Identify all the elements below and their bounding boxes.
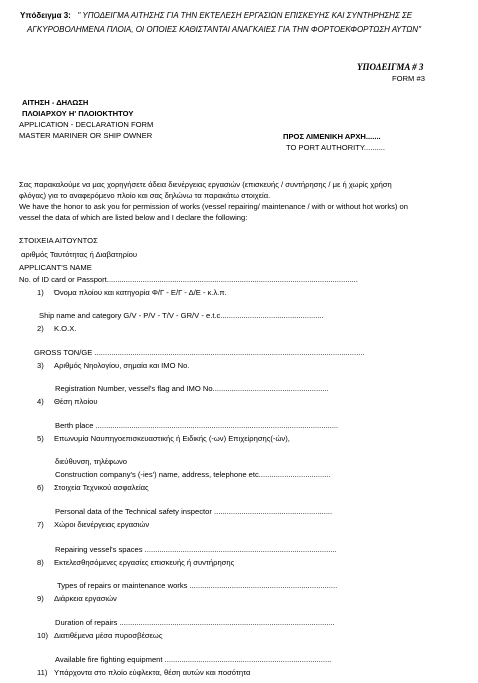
item-10-english-field[interactable]: Available fire fighting equipment ............................................................................... <box>55 655 332 664</box>
item-10-greek <box>37 631 163 640</box>
item-9-greek <box>37 594 117 603</box>
item-2-english-field[interactable]: GROSS TON/GE ................................................................................................................................ <box>34 348 365 357</box>
id-passport-field[interactable]: No. of ID card or Passport....................................................................................................................... <box>19 275 358 284</box>
item-6-greek <box>37 483 149 492</box>
id-passport-greek: αριθμός Ταυτότητας ή Διαβατηρίου <box>21 250 138 259</box>
document-title-line-1: " ΥΠΟΔΕΙΓΜΑ ΑΙΤΗΣΗΣ ΓΙΑ ΤΗΝ ΕΚΤΕΛΕΣΗ ΕΡΓΑΣΙΩΝ ΕΠΙΣΚΕΥΗΣ ΚΑΙ ΣΥΝΤΗΡΗΣΗΣ ΣΕ <box>77 11 413 20</box>
form-id-english: FORM #3 <box>392 74 425 83</box>
template-label: Υπόδειγμα 3: <box>20 11 71 20</box>
document-title-line-2: ΑΓΚΥΡΟΒΟΛΗΜΕΝΑ ΠΛΟΙΑ, ΟΙ ΟΠΟΙΕΣ ΚΑΘΙΣΤΑΝΤΑΙ ΑΝΑΓΚΑΙΕΣ ΓΙΑ ΤΗΝ ΦΟΡΤΟΕΚΦΟΡΤΩΣΗ ΑΥΤΩΝ" <box>27 25 421 34</box>
item-5-greek <box>37 434 290 443</box>
item-11-label: Υπάρχοντα στο πλοίο εύφλεκτα, θέση αυτών και ποσότητα <box>54 668 251 677</box>
item-7-greek <box>37 520 149 529</box>
item-1-number: 1) <box>37 288 44 297</box>
application-title-greek: ΑΙΤΗΣΗ - ΔΗΛΩΣΗ <box>22 98 89 107</box>
item-1-greek <box>37 288 227 297</box>
intro-english-line-2: vessel the data of which are listed below and I declare the following: <box>19 213 248 222</box>
item-8-greek <box>37 558 234 567</box>
item-7-number: 7) <box>37 520 44 529</box>
item-6-label: Στοιχεία Τεχνικού ασφαλείας <box>54 483 149 492</box>
item-4-number: 4) <box>37 397 44 406</box>
item-10-label: Διατιθέμενα μέσα πυροσβέσεως <box>54 631 163 640</box>
item-3-english-field[interactable]: Registration Number, vessel's flag and IMO No....................................................... <box>55 384 329 393</box>
item-4-english-field[interactable]: Berth place ................................................................................................................... <box>55 421 339 430</box>
recipient-english: TO PORT AUTHORITY.......... <box>286 143 386 152</box>
item-9-label: Διάρκεια εργασιών <box>54 594 117 603</box>
form-id-greek: ΥΠΟΔΕΙΓΜΑ # 3 <box>357 62 424 72</box>
application-title-english: APPLICATION - DECLARATION FORM <box>19 120 154 129</box>
item-4-greek <box>37 397 98 406</box>
item-7-english-field[interactable]: Repairing vessel's spaces ........................................................................................... <box>55 545 337 554</box>
intro-greek-line-2: φλόγας) για το αναφερόμενο πλοίο και σας δηλώνω τα παρακάτω στοιχεία. <box>19 191 271 200</box>
item-9-english-field[interactable]: Duration of repairs ...................................................................................................... <box>55 618 335 627</box>
item-3-greek <box>37 361 189 370</box>
item-2-number: 2) <box>37 324 44 333</box>
applicant-data-greek: ΣΤΟΙΧΕΙΑ ΑΙΤΟΥΝΤΟΣ <box>19 236 98 245</box>
item-6-english-field[interactable]: Personal data of the Technical safety inspector ........................................................ <box>55 507 333 516</box>
item-2-greek <box>37 324 76 333</box>
item-3-number: 3) <box>37 361 44 370</box>
item-5-number: 5) <box>37 434 44 443</box>
intro-english-line-1: We have the honor to ask you for permission of works (vessel repairing/ maintenance / with or without hot works) on <box>19 202 409 211</box>
item-7-label: Χώροι διενέργειας εργασιών <box>54 520 150 529</box>
mariner-owner-greek: ΠΛΟΙΑΡΧΟΥ Η' ΠΛΟΙΟΚΤΗΤΟΥ <box>22 109 134 118</box>
item-1-english-field[interactable]: Ship name and category G/V - P/V - T/V - GR/V - e.t.c................................................. <box>39 311 324 320</box>
item-11-number: 11) <box>37 668 48 677</box>
item-3-label: Αριθμός Νηολογίου, σημαία και ΙΜΟ Νο. <box>54 361 190 370</box>
item-5-greek-line-2: διεύθυνση, τηλέφωνο <box>55 457 128 466</box>
item-9-number: 9) <box>37 594 44 603</box>
item-4-label: Θέση πλοίου <box>54 397 98 406</box>
item-8-english-field[interactable]: Types of repairs or maintenance works ...................................................................... <box>57 581 338 590</box>
item-1-label: Όνομα πλοίου και κατηγορία Φ/Γ - Ε/Γ - Δ/Ε - κ.λ.π. <box>54 288 227 297</box>
applicant-name-english: APPLICANT'S NAME <box>19 263 92 272</box>
intro-greek-line-1: Σας παρακαλούμε να μας χορηγήσετε άδεια διενέργειας εργασιών (επισκευής / συντήρησης / με ή χωρίς χρήση <box>19 180 392 189</box>
item-11-greek <box>37 668 250 677</box>
item-2-label: Κ.Ο.Χ. <box>54 324 77 333</box>
recipient-greek: ΠΡΟΣ ΛΙΜΕΝΙΚΗ ΑΡΧΗ....... <box>283 132 381 141</box>
item-5-label: Επωνυμία Ναυπηγοεπισκευαστικής ή Ειδικής (-ων) Επιχείρησης(-ών), <box>54 434 290 443</box>
item-8-number: 8) <box>37 558 44 567</box>
item-6-number: 6) <box>37 483 44 492</box>
item-5-english-field[interactable]: Construction company's (-ies') name, address, telephone etc.................................. <box>55 470 331 479</box>
mariner-owner-english: MASTER MARINER OR SHIP OWNER <box>19 131 153 140</box>
item-10-number: 10) <box>37 631 48 640</box>
header-line-1 <box>20 11 412 20</box>
item-8-label: Εκτελεσθησόμενες εργασίες επισκευής ή συντήρησης <box>54 558 235 567</box>
